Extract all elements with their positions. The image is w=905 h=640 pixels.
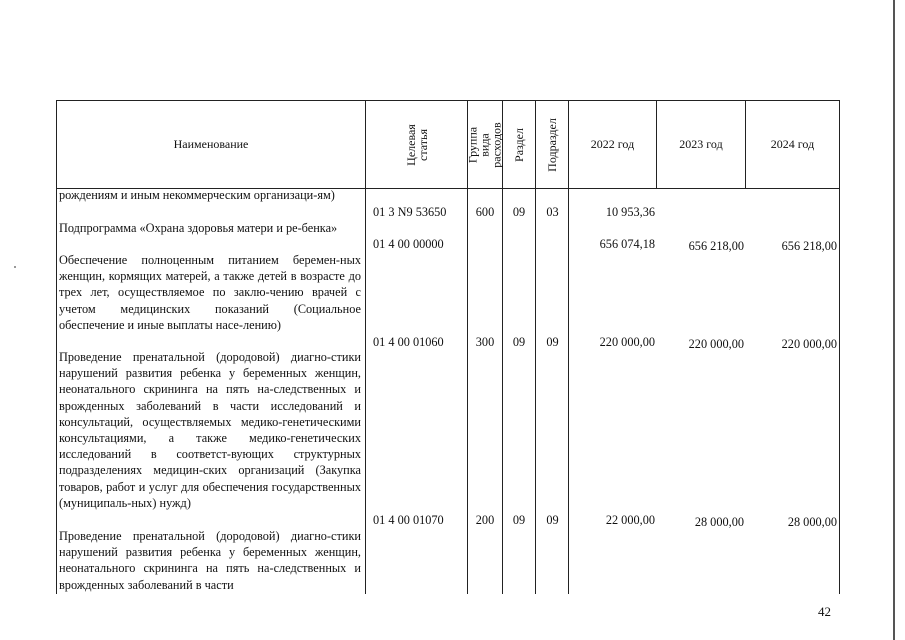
row-value-2022: 10 953,36 (605, 205, 655, 219)
row-section: 09 (512, 335, 526, 349)
row-code: 01 4 00 00000 (373, 237, 444, 251)
header-2022-label: 2022 год (590, 137, 635, 151)
row-value-2024: 28 000,00 (787, 515, 837, 529)
table-row-name: Проведение пренатальной (дородовой) диагно-стики нарушений развития ребенка у беременных женщин, неонатального скрининга на пять на-следственных и врожденных заболеваний в части (59, 529, 361, 592)
header-2024-label: 2024 год (770, 137, 815, 151)
header-target-article (366, 101, 467, 188)
row-code: 01 3 N9 53650 (373, 205, 447, 219)
header-2024 (746, 101, 839, 188)
row-code: 01 4 00 01070 (373, 513, 444, 527)
table-row-name: Обеспечение полноценным питанием беремен-ных женщин, кормящих матерей, а также детей в возрасте до трех лет, осуществляемое по заклю-чению врачей с учетом медицинских показаний (Социальное обеспечение и иные выплаты насе-лению) (59, 253, 361, 332)
header-expense-group-label: Группа вида расходов (466, 121, 504, 168)
row-value-2023: 28 000,00 (694, 515, 744, 529)
row-value-2022: 220 000,00 (599, 335, 655, 349)
header-expense-group (468, 101, 502, 188)
header-2023-label: 2023 год (679, 137, 723, 151)
row-group: 600 (475, 205, 495, 219)
row-value-2022: 22 000,00 (605, 513, 655, 527)
page-number: 42 (818, 604, 831, 619)
scan-speck (14, 266, 16, 268)
budget-table (56, 100, 840, 594)
row-code: 01 4 00 01060 (373, 335, 444, 349)
header-subsection-label: Подраздел (545, 117, 560, 172)
row-section: 09 (512, 205, 526, 219)
header-target-article-label: Целевая статья (403, 123, 430, 166)
table-row-name: Подпрограмма «Охрана здоровья матери и ре-бенка» (59, 221, 338, 235)
row-value-2024: 220 000,00 (781, 337, 837, 351)
row-value-2022: 656 074,18 (599, 237, 655, 251)
header-subsection (536, 101, 568, 188)
row-subsection: 09 (546, 513, 559, 527)
header-name-label: Наименование (173, 137, 249, 151)
row-value-2023: 220 000,00 (688, 337, 744, 351)
row-group: 300 (475, 335, 495, 349)
header-section (503, 101, 535, 188)
header-section-label: Раздел (512, 127, 527, 162)
header-2022 (569, 101, 656, 188)
row-value-2024: 656 218,00 (781, 239, 837, 253)
row-subsection: 09 (546, 335, 559, 349)
row-group: 200 (475, 513, 495, 527)
row-section: 09 (512, 513, 526, 527)
row-value-2023: 656 218,00 (688, 239, 744, 253)
table-row-name: рождениям и иным некоммерческим организаци-ям) (59, 188, 335, 202)
header-name (57, 101, 365, 188)
table-row-name: Проведение пренатальной (дородовой) диагно-стики нарушений развития ребенка у беременных женщин, неонатального скрининга на пять на-следственных и врожденных заболеваний в части исследований и консультаций, осуществляемых медико-генетическими консультациями, а также медико-генетических исследований в соответст-вующих структурных подразделениях медицин-ских организаций (Закупка товаров, работ и услуг для обеспечения государственных (муниципаль-ных) нужд) (59, 350, 361, 510)
header-2023 (657, 101, 745, 188)
row-subsection: 03 (546, 205, 559, 219)
scan-edge-line (893, 0, 895, 640)
